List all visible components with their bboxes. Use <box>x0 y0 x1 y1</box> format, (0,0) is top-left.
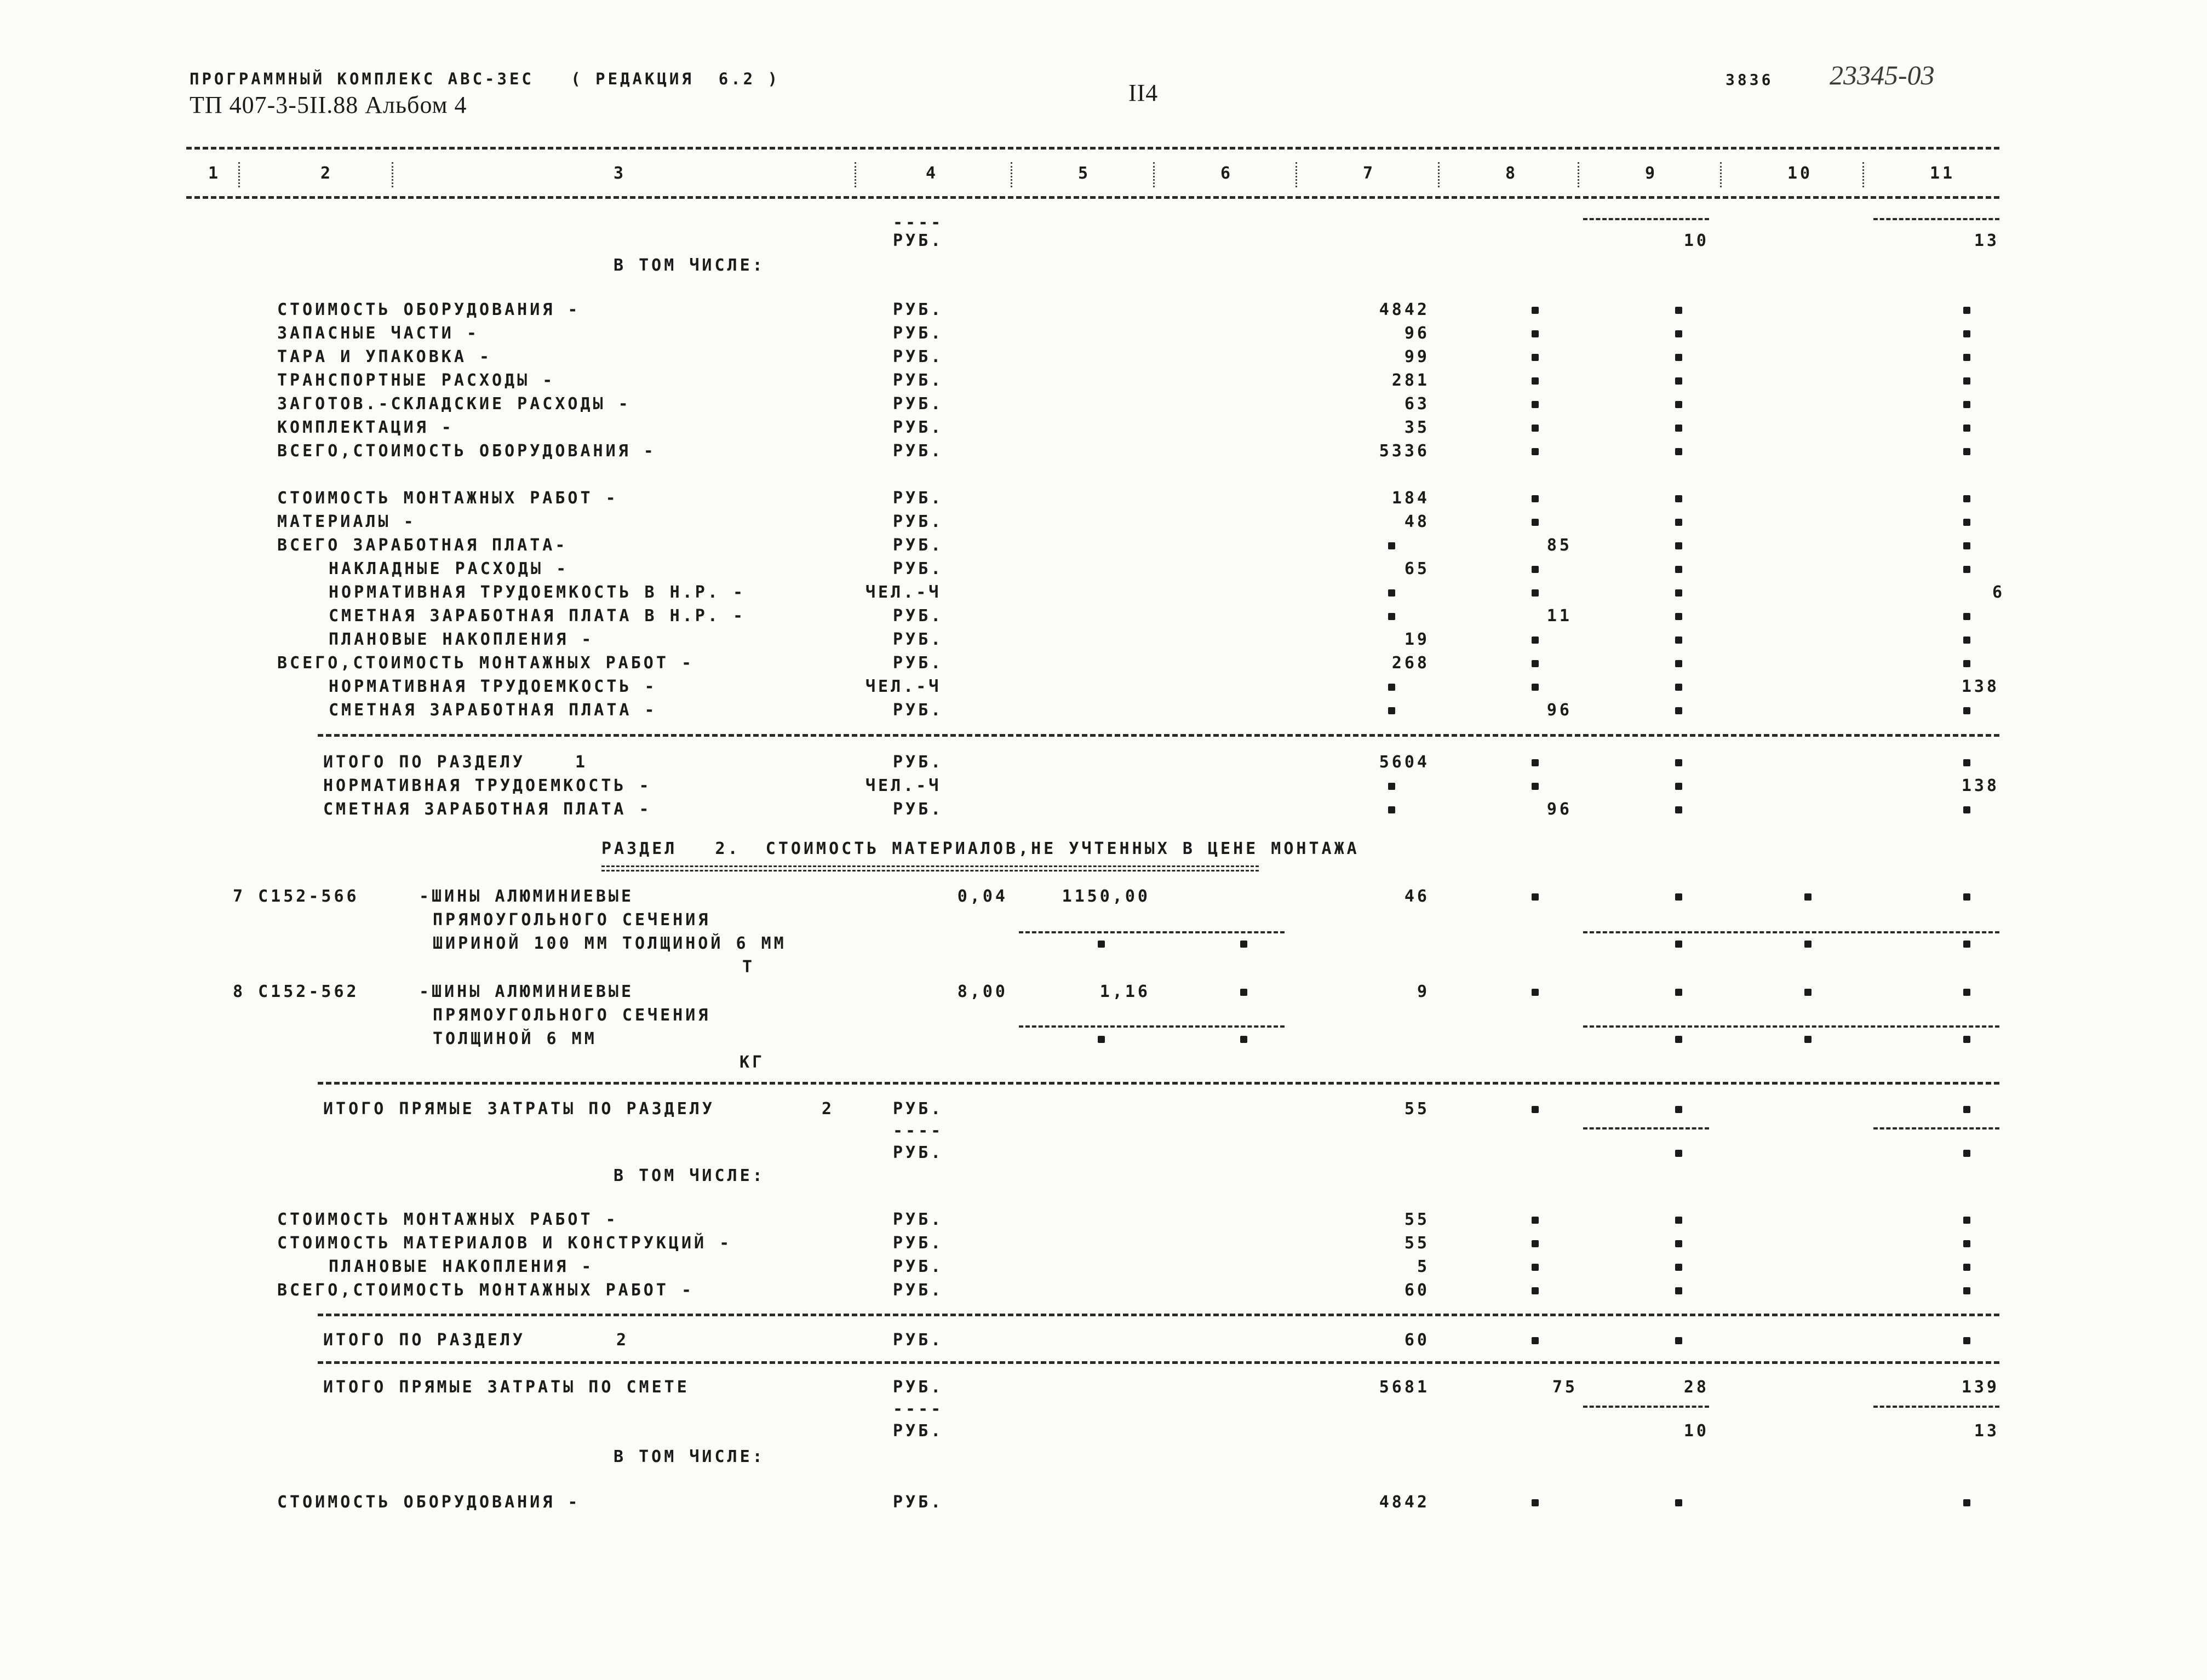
zero-marker <box>1675 1036 1682 1043</box>
row-label: ЗАПАСНЫЕ ЧАСТИ - <box>277 324 479 343</box>
column-divider <box>1153 162 1155 187</box>
zero-marker <box>1532 1106 1539 1113</box>
row-label: ИТОГО ПО РАЗДЕЛУ <box>323 1331 525 1350</box>
unit-label: РУБ. <box>893 347 944 366</box>
zero-marker <box>1240 989 1247 996</box>
unit-label: РУБ. <box>893 1421 944 1441</box>
column-divider <box>1578 162 1579 187</box>
zero-marker <box>1675 1217 1682 1224</box>
zero-marker <box>1675 637 1682 644</box>
zero-marker <box>1963 707 1970 714</box>
subtotal-rule <box>1583 1406 1709 1408</box>
section-rule <box>318 1314 1999 1316</box>
value-col-7: 63 <box>1404 394 1430 414</box>
unit-label: РУБ. <box>893 441 944 461</box>
item-unit-price: 1150,00 <box>1062 887 1150 906</box>
unit-label: РУБ. <box>893 1331 944 1350</box>
item-quantity: 0,04 <box>957 887 1008 906</box>
row-label: СТОИМОСТЬ ОБОРУДОВАНИЯ - <box>277 300 581 319</box>
zero-marker <box>1675 1499 1682 1506</box>
row-label: ЗАГОТОВ.-СКЛАДСКИЕ РАСХОДЫ - <box>277 394 631 414</box>
row-label: СМЕТНАЯ ЗАРАБОТНАЯ ПЛАТА В Н.Р. - <box>329 606 746 626</box>
value-col-7: 5336 <box>1379 441 1430 461</box>
section-number: 2 <box>822 1099 835 1119</box>
row-label: СМЕТНАЯ ЗАРАБОТНАЯ ПЛАТА - <box>323 800 652 819</box>
zero-marker <box>1675 1287 1682 1294</box>
subtotal-rule <box>1873 218 1999 220</box>
value-col-7: 9 <box>1417 982 1430 1001</box>
zero-marker <box>1532 401 1539 408</box>
value-col-8: 96 <box>1546 701 1572 720</box>
zero-marker <box>1240 941 1247 948</box>
row-label: МАТЕРИАЛЫ - <box>277 512 416 531</box>
zero-marker <box>1532 330 1539 337</box>
value-col-11: 138 <box>1961 677 1999 696</box>
unit-label: РУБ. <box>893 606 944 626</box>
value-col-7: 99 <box>1404 347 1430 366</box>
zero-marker <box>1963 1036 1970 1043</box>
unit-label: РУБ. <box>893 800 944 819</box>
value-col-11: 139 <box>1961 1378 1999 1397</box>
zero-marker <box>1963 1150 1970 1157</box>
value-col-7: 184 <box>1391 489 1430 508</box>
zero-marker <box>1388 707 1395 714</box>
value-col-7: 4842 <box>1379 1493 1430 1512</box>
item-code: 8 С152-562 <box>233 982 359 1001</box>
zero-marker <box>1804 941 1812 948</box>
zero-marker <box>1963 448 1970 455</box>
zero-marker <box>1963 495 1970 502</box>
item-quantity: 8,00 <box>957 982 1008 1001</box>
zero-marker <box>1963 613 1970 620</box>
zero-marker <box>1532 495 1539 502</box>
item-description: -ШИНЫ АЛЮМИНИЕВЫЕ <box>419 982 634 1001</box>
value-col-7: 5 <box>1417 1257 1430 1276</box>
including-heading: В ТОМ ЧИСЛЕ: <box>614 1166 765 1185</box>
zero-marker <box>1532 1287 1539 1294</box>
zero-marker <box>1388 613 1395 620</box>
value-col-11: 13 <box>1974 231 1999 250</box>
unit-label: РУБ. <box>893 1234 944 1253</box>
unit-label: РУБ. <box>893 231 944 250</box>
value-col-7: 4842 <box>1379 300 1430 319</box>
value-col-7: 5681 <box>1379 1378 1430 1397</box>
unit-label: РУБ. <box>893 536 944 555</box>
zero-marker <box>1963 307 1970 314</box>
column-number: 5 <box>1078 164 1091 183</box>
zero-marker <box>1098 941 1105 948</box>
subtotal-rule <box>1873 1127 1999 1129</box>
unit-label: РУБ. <box>893 371 944 390</box>
zero-marker <box>1532 425 1539 432</box>
unit-label: ЧЕЛ.-Ч <box>865 776 942 795</box>
unit-label: РУБ. <box>893 630 944 649</box>
zero-marker <box>1240 1036 1247 1043</box>
subtotal-rule <box>1019 1025 1285 1028</box>
item-unit: КГ <box>740 1053 765 1072</box>
row-label: НОРМАТИВНАЯ ТРУДОЕМКОСТЬ - <box>323 776 652 795</box>
row-label: НОРМАТИВНАЯ ТРУДОЕМКОСТЬ - <box>329 677 657 696</box>
value-col-7: 55 <box>1404 1099 1430 1119</box>
zero-marker <box>1532 684 1539 691</box>
column-divider <box>1011 162 1012 187</box>
row-label: СТОИМОСТЬ МОНТАЖНЫХ РАБОТ - <box>277 1210 618 1229</box>
row-label: ТРАНСПОРТНЫЕ РАСХОДЫ - <box>277 371 555 390</box>
item-unit: Т <box>742 957 755 977</box>
zero-marker <box>1388 783 1395 790</box>
item-description: ШИРИНОЙ 100 ММ ТОЛЩИНОЙ 6 ММ <box>433 934 787 953</box>
row-label: НАКЛАДНЫЕ РАСХОДЫ - <box>329 559 569 578</box>
value-col-11: 13 <box>1974 1421 1999 1441</box>
value-col-7: 65 <box>1404 559 1430 578</box>
column-divider <box>238 162 240 187</box>
section-title-underline <box>601 870 1259 871</box>
unit-label: РУБ. <box>893 1493 944 1512</box>
column-number: 11 <box>1930 164 1956 183</box>
zero-marker <box>1532 589 1539 597</box>
subtotal-rule <box>1583 931 1999 933</box>
row-label: СМЕТНАЯ ЗАРАБОТНАЯ ПЛАТА - <box>329 701 657 720</box>
subtotal-rule <box>1583 1127 1709 1129</box>
zero-marker <box>1675 759 1682 766</box>
zero-marker <box>1532 660 1539 667</box>
unit-label: РУБ. <box>893 653 944 673</box>
zero-marker <box>1963 989 1970 996</box>
zero-marker <box>1675 806 1682 813</box>
zero-marker <box>1963 519 1970 526</box>
row-label: ТАРА И УПАКОВКА - <box>277 347 492 366</box>
zero-marker <box>1532 893 1539 901</box>
section-rule <box>318 1361 1999 1364</box>
zero-marker <box>1675 542 1682 549</box>
zero-marker <box>1963 660 1970 667</box>
value-col-8: 75 <box>1552 1378 1578 1397</box>
column-divider <box>1295 162 1297 187</box>
value-col-7: 46 <box>1404 887 1430 906</box>
column-divider <box>1720 162 1722 187</box>
value-col-7: 55 <box>1404 1210 1430 1229</box>
zero-marker <box>1532 519 1539 526</box>
zero-marker <box>1963 425 1970 432</box>
zero-marker <box>1963 354 1970 361</box>
value-col-7: 96 <box>1404 324 1430 343</box>
zero-marker <box>1532 759 1539 766</box>
item-description: ТОЛЩИНОЙ 6 ММ <box>433 1029 597 1048</box>
row-label: ВСЕГО,СТОИМОСТЬ МОНТАЖНЫХ РАБОТ - <box>277 653 695 673</box>
value-col-9: 10 <box>1683 1421 1709 1441</box>
unit-label: ЧЕЛ.-Ч <box>865 677 942 696</box>
column-header-rule <box>186 196 1999 199</box>
zero-marker <box>1675 989 1682 996</box>
row-label: СТОИМОСТЬ ОБОРУДОВАНИЯ - <box>277 1493 581 1512</box>
section-title: РАЗДЕЛ 2. СТОИМОСТЬ МАТЕРИАЛОВ,НЕ УЧТЕННЫХ В ЦЕНЕ МОНТАЖА <box>601 839 1360 858</box>
zero-marker <box>1675 401 1682 408</box>
value-col-7: 5604 <box>1379 753 1430 772</box>
zero-marker <box>1675 613 1682 620</box>
zero-marker <box>1963 1217 1970 1224</box>
program-header: ПРОГРАММНЫЙ КОМПЛЕКС АВС-ЗЕС ( РЕДАКЦИЯ 6.2 ) <box>190 70 781 88</box>
value-col-8: 85 <box>1546 536 1572 555</box>
zero-marker <box>1675 589 1682 597</box>
row-label: ВСЕГО,СТОИМОСТЬ ОБОРУДОВАНИЯ - <box>277 441 656 461</box>
column-number: 7 <box>1363 164 1376 183</box>
value-col-7: 19 <box>1404 630 1430 649</box>
zero-marker <box>1963 1264 1970 1271</box>
zero-marker <box>1532 354 1539 361</box>
row-label: НОРМАТИВНАЯ ТРУДОЕМКОСТЬ В Н.Р. - <box>329 583 746 602</box>
including-heading: В ТОМ ЧИСЛЕ: <box>614 1447 765 1466</box>
column-number: 4 <box>926 164 939 183</box>
zero-marker <box>1675 425 1682 432</box>
value-col-9: 10 <box>1683 231 1709 250</box>
zero-marker <box>1532 783 1539 790</box>
value-col-9: 28 <box>1683 1378 1709 1397</box>
dash-marker: ---- <box>893 1400 944 1419</box>
value-col-7: 55 <box>1404 1234 1430 1253</box>
zero-marker <box>1963 401 1970 408</box>
value-col-7: 268 <box>1391 653 1430 673</box>
value-col-11: 6 <box>1992 583 2005 602</box>
unit-label: РУБ. <box>893 300 944 319</box>
subtotal-rule <box>1019 931 1285 933</box>
zero-marker <box>1532 1264 1539 1271</box>
column-number: 1 <box>208 164 221 183</box>
page-number: II4 <box>1128 79 1159 106</box>
subtotal-rule <box>1583 218 1709 220</box>
zero-marker <box>1963 637 1970 644</box>
zero-marker <box>1532 566 1539 573</box>
zero-marker <box>1675 1106 1682 1113</box>
column-number: 9 <box>1645 164 1658 183</box>
zero-marker <box>1675 566 1682 573</box>
dash-marker: ---- <box>893 1121 944 1140</box>
subtotal-rule <box>1873 1406 1999 1408</box>
zero-marker <box>1532 377 1539 385</box>
zero-marker <box>1675 377 1682 385</box>
zero-marker <box>1675 684 1682 691</box>
zero-marker <box>1532 989 1539 996</box>
item-description: -ШИНЫ АЛЮМИНИЕВЫЕ <box>419 887 634 906</box>
zero-marker <box>1675 893 1682 901</box>
zero-marker <box>1675 1150 1682 1157</box>
row-label: ИТОГО ПО РАЗДЕЛУ <box>323 753 525 772</box>
zero-marker <box>1675 330 1682 337</box>
value-col-11: 138 <box>1961 776 1999 795</box>
row-label: ПЛАНОВЫЕ НАКОПЛЕНИЯ - <box>329 1257 594 1276</box>
zero-marker <box>1532 1240 1539 1247</box>
zero-marker <box>1804 1036 1812 1043</box>
column-divider <box>1438 162 1440 187</box>
row-label: ИТОГО ПРЯМЫЕ ЗАТРАТЫ ПО СМЕТЕ <box>323 1378 690 1397</box>
row-label: ВСЕГО ЗАРАБОТНАЯ ПЛАТА- <box>277 536 568 555</box>
unit-label: РУБ. <box>893 1378 944 1397</box>
column-divider <box>1862 162 1864 187</box>
zero-marker <box>1963 566 1970 573</box>
section-rule <box>318 1082 1999 1085</box>
row-label: СТОИМОСТЬ МАТЕРИАЛОВ И КОНСТРУКЦИЙ - <box>277 1234 732 1253</box>
zero-marker <box>1963 1337 1970 1344</box>
zero-marker <box>1675 707 1682 714</box>
unit-label: РУБ. <box>893 512 944 531</box>
zero-marker <box>1963 1499 1970 1506</box>
zero-marker <box>1804 989 1812 996</box>
dash-marker: ---- <box>893 213 944 232</box>
section-number: 1 <box>575 753 588 772</box>
table-top-rule <box>186 147 1999 150</box>
unit-label: РУБ. <box>893 1099 944 1119</box>
zero-marker <box>1532 307 1539 314</box>
zero-marker <box>1675 354 1682 361</box>
zero-marker <box>1963 1287 1970 1294</box>
section-title-underline <box>601 865 1259 867</box>
column-divider <box>392 162 393 187</box>
zero-marker <box>1675 448 1682 455</box>
zero-marker <box>1675 783 1682 790</box>
column-number: 2 <box>320 164 334 183</box>
value-col-8: 11 <box>1546 606 1572 626</box>
zero-marker <box>1963 893 1970 901</box>
unit-label: РУБ. <box>893 1257 944 1276</box>
zero-marker <box>1804 893 1812 901</box>
zero-marker <box>1532 637 1539 644</box>
project-title: ТП 407-3-5II.88 Альбом 4 <box>190 91 467 118</box>
zero-marker <box>1963 1106 1970 1113</box>
zero-marker <box>1963 377 1970 385</box>
zero-marker <box>1963 759 1970 766</box>
column-number: 3 <box>614 164 627 183</box>
zero-marker <box>1675 660 1682 667</box>
zero-marker <box>1098 1036 1105 1043</box>
row-label: КОМПЛЕКТАЦИЯ - <box>277 418 454 437</box>
column-number: 10 <box>1787 164 1813 183</box>
doc-code: 3836 <box>1726 71 1774 89</box>
column-number: 8 <box>1505 164 1518 183</box>
row-label: ПЛАНОВЫЕ НАКОПЛЕНИЯ - <box>329 630 594 649</box>
subtotal-rule <box>1583 1025 1999 1028</box>
unit-label: РУБ. <box>893 418 944 437</box>
unit-label: РУБ. <box>893 489 944 508</box>
unit-label: РУБ. <box>893 1210 944 1229</box>
value-col-7: 60 <box>1404 1281 1430 1300</box>
row-label: ВСЕГО,СТОИМОСТЬ МОНТАЖНЫХ РАБОТ - <box>277 1281 695 1300</box>
handwritten-number: 23345-03 <box>1830 60 1935 90</box>
row-label: СТОИМОСТЬ МОНТАЖНЫХ РАБОТ - <box>277 489 618 508</box>
zero-marker <box>1963 1240 1970 1247</box>
item-description: ПРЯМОУГОЛЬНОГО СЕЧЕНИЯ <box>433 910 711 930</box>
zero-marker <box>1532 1217 1539 1224</box>
value-col-7: 35 <box>1404 418 1430 437</box>
zero-marker <box>1388 542 1395 549</box>
column-number: 6 <box>1220 164 1234 183</box>
value-col-8: 96 <box>1546 800 1572 819</box>
zero-marker <box>1532 448 1539 455</box>
item-unit-price: 1,16 <box>1099 982 1150 1001</box>
unit-label: РУБ. <box>893 753 944 772</box>
value-col-7: 281 <box>1391 371 1430 390</box>
item-code: 7 С152-566 <box>233 887 359 906</box>
item-description: ПРЯМОУГОЛЬНОГО СЕЧЕНИЯ <box>433 1006 711 1025</box>
section-rule <box>318 734 1999 737</box>
zero-marker <box>1388 684 1395 691</box>
section-number: 2 <box>616 1331 629 1350</box>
unit-label: РУБ. <box>893 559 944 578</box>
value-col-7: 48 <box>1404 512 1430 531</box>
row-label: ИТОГО ПРЯМЫЕ ЗАТРАТЫ ПО РАЗДЕЛУ <box>323 1099 715 1119</box>
zero-marker <box>1675 495 1682 502</box>
zero-marker <box>1532 1499 1539 1506</box>
zero-marker <box>1675 1240 1682 1247</box>
zero-marker <box>1963 941 1970 948</box>
zero-marker <box>1388 589 1395 597</box>
unit-label: РУБ. <box>893 701 944 720</box>
zero-marker <box>1963 806 1970 813</box>
zero-marker <box>1675 307 1682 314</box>
zero-marker <box>1675 941 1682 948</box>
zero-marker <box>1388 806 1395 813</box>
column-divider <box>855 162 856 187</box>
unit-label: РУБ. <box>893 1143 944 1162</box>
zero-marker <box>1675 1337 1682 1344</box>
unit-label: РУБ. <box>893 1281 944 1300</box>
unit-label: РУБ. <box>893 324 944 343</box>
unit-label: ЧЕЛ.-Ч <box>865 583 942 602</box>
zero-marker <box>1675 519 1682 526</box>
zero-marker <box>1963 542 1970 549</box>
zero-marker <box>1532 1337 1539 1344</box>
value-col-7: 60 <box>1404 1331 1430 1350</box>
zero-marker <box>1963 330 1970 337</box>
unit-label: РУБ. <box>893 394 944 414</box>
including-heading: В ТОМ ЧИСЛЕ: <box>614 256 765 275</box>
zero-marker <box>1675 1264 1682 1271</box>
